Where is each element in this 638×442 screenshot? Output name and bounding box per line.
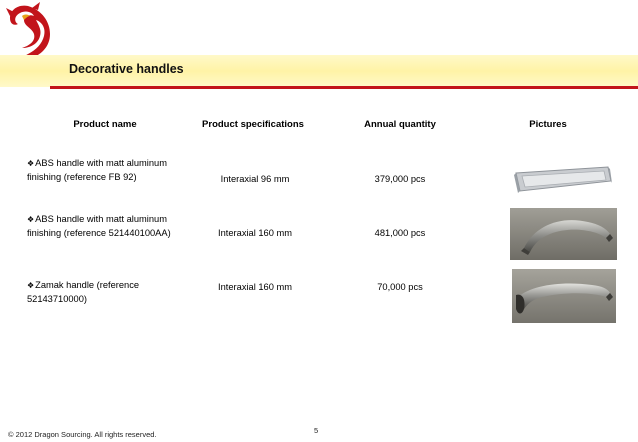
- diamond-bullet-icon: ❖: [27, 281, 35, 290]
- annual-quantity: 379,000 pcs: [374, 174, 426, 184]
- product-name-cell: [27, 157, 177, 183]
- product-name: ABS handle with matt aluminum finishing (reference FB 92): [27, 158, 167, 182]
- curved-bar-handle-picture: [512, 269, 616, 323]
- product-spec: Interaxial 160 mm: [218, 228, 292, 238]
- page-number: 5: [314, 426, 319, 435]
- copyright-notice: © 2012 Dragon Sourcing. All rights reserved.: [8, 430, 157, 439]
- column-header-product-specifications: Product specifications: [202, 119, 304, 130]
- product-name: Zamak handle (reference 52143710000): [27, 280, 140, 304]
- annual-quantity: 70,000 pcs: [377, 282, 423, 292]
- page-title: Decorative handles: [69, 62, 184, 76]
- title-divider: [50, 86, 638, 89]
- product-name-cell: [27, 213, 177, 239]
- diamond-bullet-icon: ❖: [27, 215, 35, 224]
- product-spec: Interaxial 160 mm: [218, 282, 292, 292]
- annual-quantity: 481,000 pcs: [374, 228, 426, 238]
- column-header-pictures: Pictures: [529, 119, 567, 130]
- column-header-product-name: Product name: [73, 119, 137, 130]
- column-header-annual-quantity: Annual quantity: [364, 119, 436, 130]
- diamond-bullet-icon: ❖: [27, 159, 35, 168]
- flat-rectangular-handle-picture: [512, 163, 614, 195]
- product-name-cell: [27, 279, 177, 305]
- product-name: ABS handle with matt aluminum finishing (reference 521440100AA): [27, 214, 171, 238]
- product-spec: Interaxial 96 mm: [220, 174, 290, 184]
- curved-bow-handle-picture: [510, 208, 617, 260]
